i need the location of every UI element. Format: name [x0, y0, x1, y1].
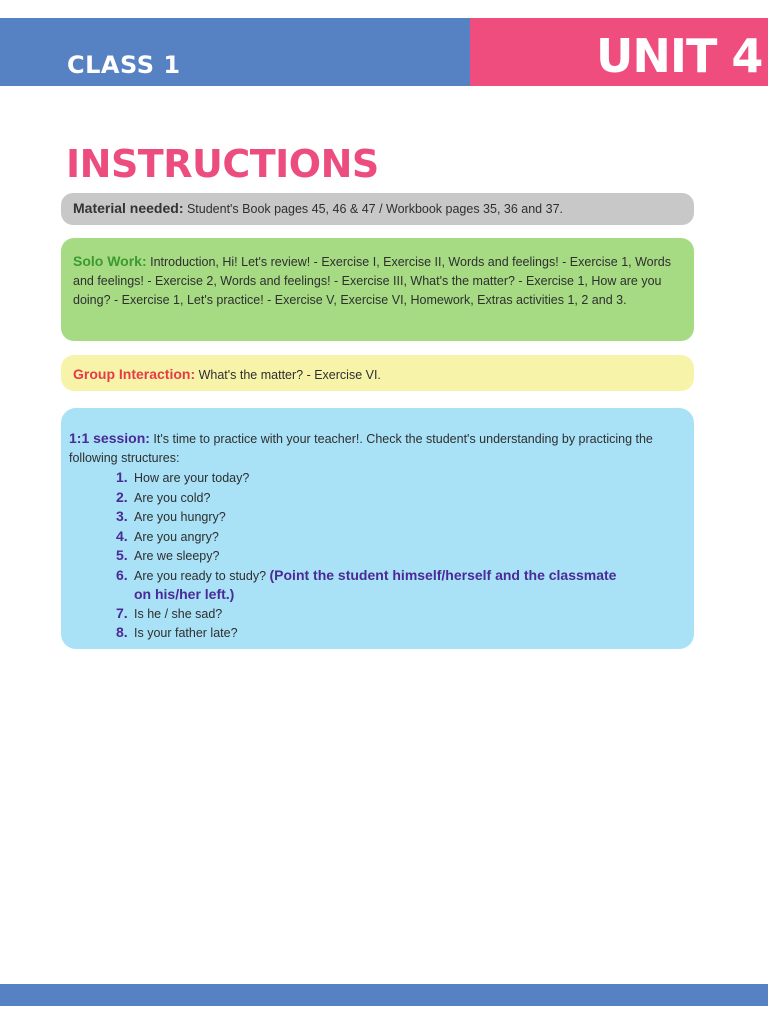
group-interaction-text: What's the matter? - Exercise VI.	[195, 368, 381, 382]
session-intro	[69, 429, 686, 468]
list-item	[116, 566, 686, 604]
item-number: 2.	[116, 488, 128, 505]
item-number: 1.	[116, 469, 128, 485]
solo-work-box	[61, 238, 694, 341]
item-text: Are we sleepy?	[134, 549, 220, 563]
list-item	[116, 623, 686, 643]
list-item	[116, 488, 686, 508]
group-interaction-label: Group Interaction:	[73, 366, 196, 382]
item-number: 8.	[116, 624, 128, 640]
list-item	[116, 604, 686, 624]
item-text: How are your today?	[134, 471, 250, 485]
material-needed-label: Material needed:	[73, 200, 184, 216]
item-text: Is your father late?	[134, 626, 238, 640]
item-number: 3.	[116, 508, 128, 524]
footer-bar	[0, 984, 768, 1006]
list-item	[116, 468, 686, 488]
item-number: 5.	[116, 547, 128, 563]
list-item	[116, 546, 686, 566]
list-item	[116, 507, 686, 527]
item-text: Are you angry?	[134, 529, 219, 544]
item-text: Are you hungry?	[134, 510, 226, 524]
item-text: Is he / she sad?	[134, 606, 223, 621]
class-label: CLASS 1	[67, 51, 181, 79]
page-title: INSTRUCTIONS	[66, 142, 379, 187]
solo-work-text: Introduction, Hi! Let's review! - Exercise I, Exercise II, Words and feelings! - Exercise 1, Words and feelings! - Exercise 2, Words and feelings! - Exercise III, What's the matter? - Exercise 1, How are you doing? - Exercise 1, Let's practice! - Exercise V, Exercise VI, Homework, Extras activities 1, 2 and 3.	[73, 255, 671, 307]
material-needed-text: Student's Book pages 45, 46 & 47 / Workbook pages 35, 36 and 37.	[183, 202, 563, 216]
teacher-note: (Point the student himself/herself and the classmate	[269, 566, 617, 583]
item-text: Are you ready to study?	[134, 568, 270, 583]
practice-structures-list	[69, 468, 686, 643]
unit-label: UNIT 4	[596, 29, 763, 83]
one-on-one-session-box	[61, 408, 694, 649]
group-interaction-box	[61, 355, 694, 391]
list-item	[116, 527, 686, 547]
item-number: 7.	[116, 604, 128, 621]
teacher-note-continued: on his/her left.)	[134, 586, 235, 602]
session-label: 1:1 session:	[69, 430, 150, 446]
solo-work-label: Solo Work:	[73, 253, 147, 269]
item-number: 6.	[116, 566, 128, 583]
item-number: 4.	[116, 527, 128, 544]
session-text: It's time to practice with your teacher!. Check the student's understanding by practicing the following structures:	[69, 432, 653, 465]
material-needed-box	[61, 193, 694, 225]
item-text: Are you cold?	[134, 490, 211, 505]
